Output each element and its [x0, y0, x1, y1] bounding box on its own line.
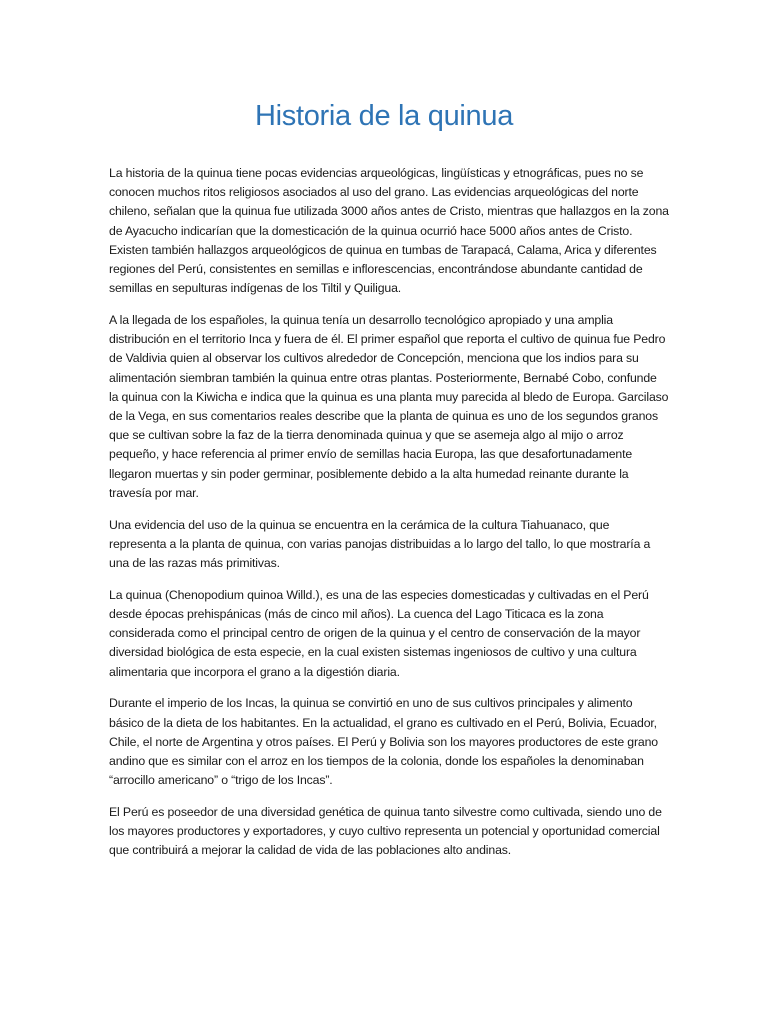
paragraph-inca-empire: Durante el imperio de los Incas, la quinua se convirtió en uno de sus cultivos principales y alimento básico de la dieta de los habitantes. En la actualidad, el grano es cultivado en el Perú, Bolivia, Ecuador, Chile, el norte de Argentina y otros países. El Perú y Bolivia son los mayores productores de este grano andino que es similar con el arroz en los tiempos de la colonia, donde los españoles la denominaban “arrocillo americano” o “trigo de los Incas”.: [109, 696, 658, 788]
paragraph-tiahuanaco: Una evidencia del uso de la quinua se encuentra en la cerámica de la cultura Tiahuanaco, que representa a la planta de quinua, con varias panojas distribuidas a lo largo del tallo, lo que mostraría a una de las razas más primitivas.: [109, 517, 651, 571]
document-title: Historia de la quinua: [254, 100, 514, 132]
document-body: [109, 164, 669, 873]
paragraph-genetic-diversity: El Perú es poseedor de una diversidad genética de quinua tanto silvestre como cultivada, siendo uno de los mayores productores y exportadores, y cuyo cultivo representa un potencial y oportunidad comercial que contribuirá a mejorar la calidad de vida de las poblaciones alto andinas.: [109, 805, 662, 858]
paragraph-domestication: La quinua (Chenopodium quinoa Willd.), es una de las especies domesticadas y cultivadas en el Perú desde épocas prehispánicas (más de cinco mil años). La cuenca del Lago Titicaca es la zona considerada como el principal centro de origen de la quinua y el centro de conservación de la mayor diversidad biológica de esta especie, en la cual existen sistemas ingeniosos de cultivo y una cultura alimentaria que incorpora el grano a la digestión diaria.: [109, 587, 649, 679]
paragraph-origins: La historia de la quinua tiene pocas evidencias arqueológicas, lingüísticas y etnográficas, pues no se conocen muchos ritos religiosos asociados al uso del grano. Las evidencias arqueológicas del norte chileno, señalan que la quinua fue utilizada 3000 años antes de Cristo, mientras que hallazgos en la zona de Ayacucho indicarían que la domesticación de la quinua ocurrió hace 5000 años antes de Cristo. Existen también hallazgos arqueológicos de quinua en tumbas de Tarapacá, Calama, Arica y diferentes regiones del Perú, consistentes en semillas e inflorescencias, encontrándose abundante cantidad de semillas en sepulturas indígenas de los Tiltil y Quiligua.: [109, 166, 669, 296]
paragraph-spanish-arrival: A la llegada de los españoles, la quinua tenía un desarrollo tecnológico apropiado y una amplia distribución en el territorio Inca y fuera de él. El primer español que reporta el cultivo de quinua fue Pedro de Valdivia quien al observar los cultivos alrededor de Concepción, menciona que los indios para su alimentación siembran también la quinua entre otras plantas. Posteriormente, Bernabé Cobo, confunde la quinua con la Kiwicha e indica que la quinua es una planta muy parecida al bledo de Europa. Garcilaso de la Vega, en sus comentarios reales describe que la planta de quinua es uno de los segundos granos que se cultivan sobre la faz de la tierra denominada quinua y que se asemeja algo al mijo o arroz pequeño, y hace referencia al primer envío de semillas hacia Europa, las que desafortunadamente llegaron muertas y sin poder germinar, posiblemente debido a la alta humedad reinante durante la travesía por mar.: [109, 313, 669, 500]
